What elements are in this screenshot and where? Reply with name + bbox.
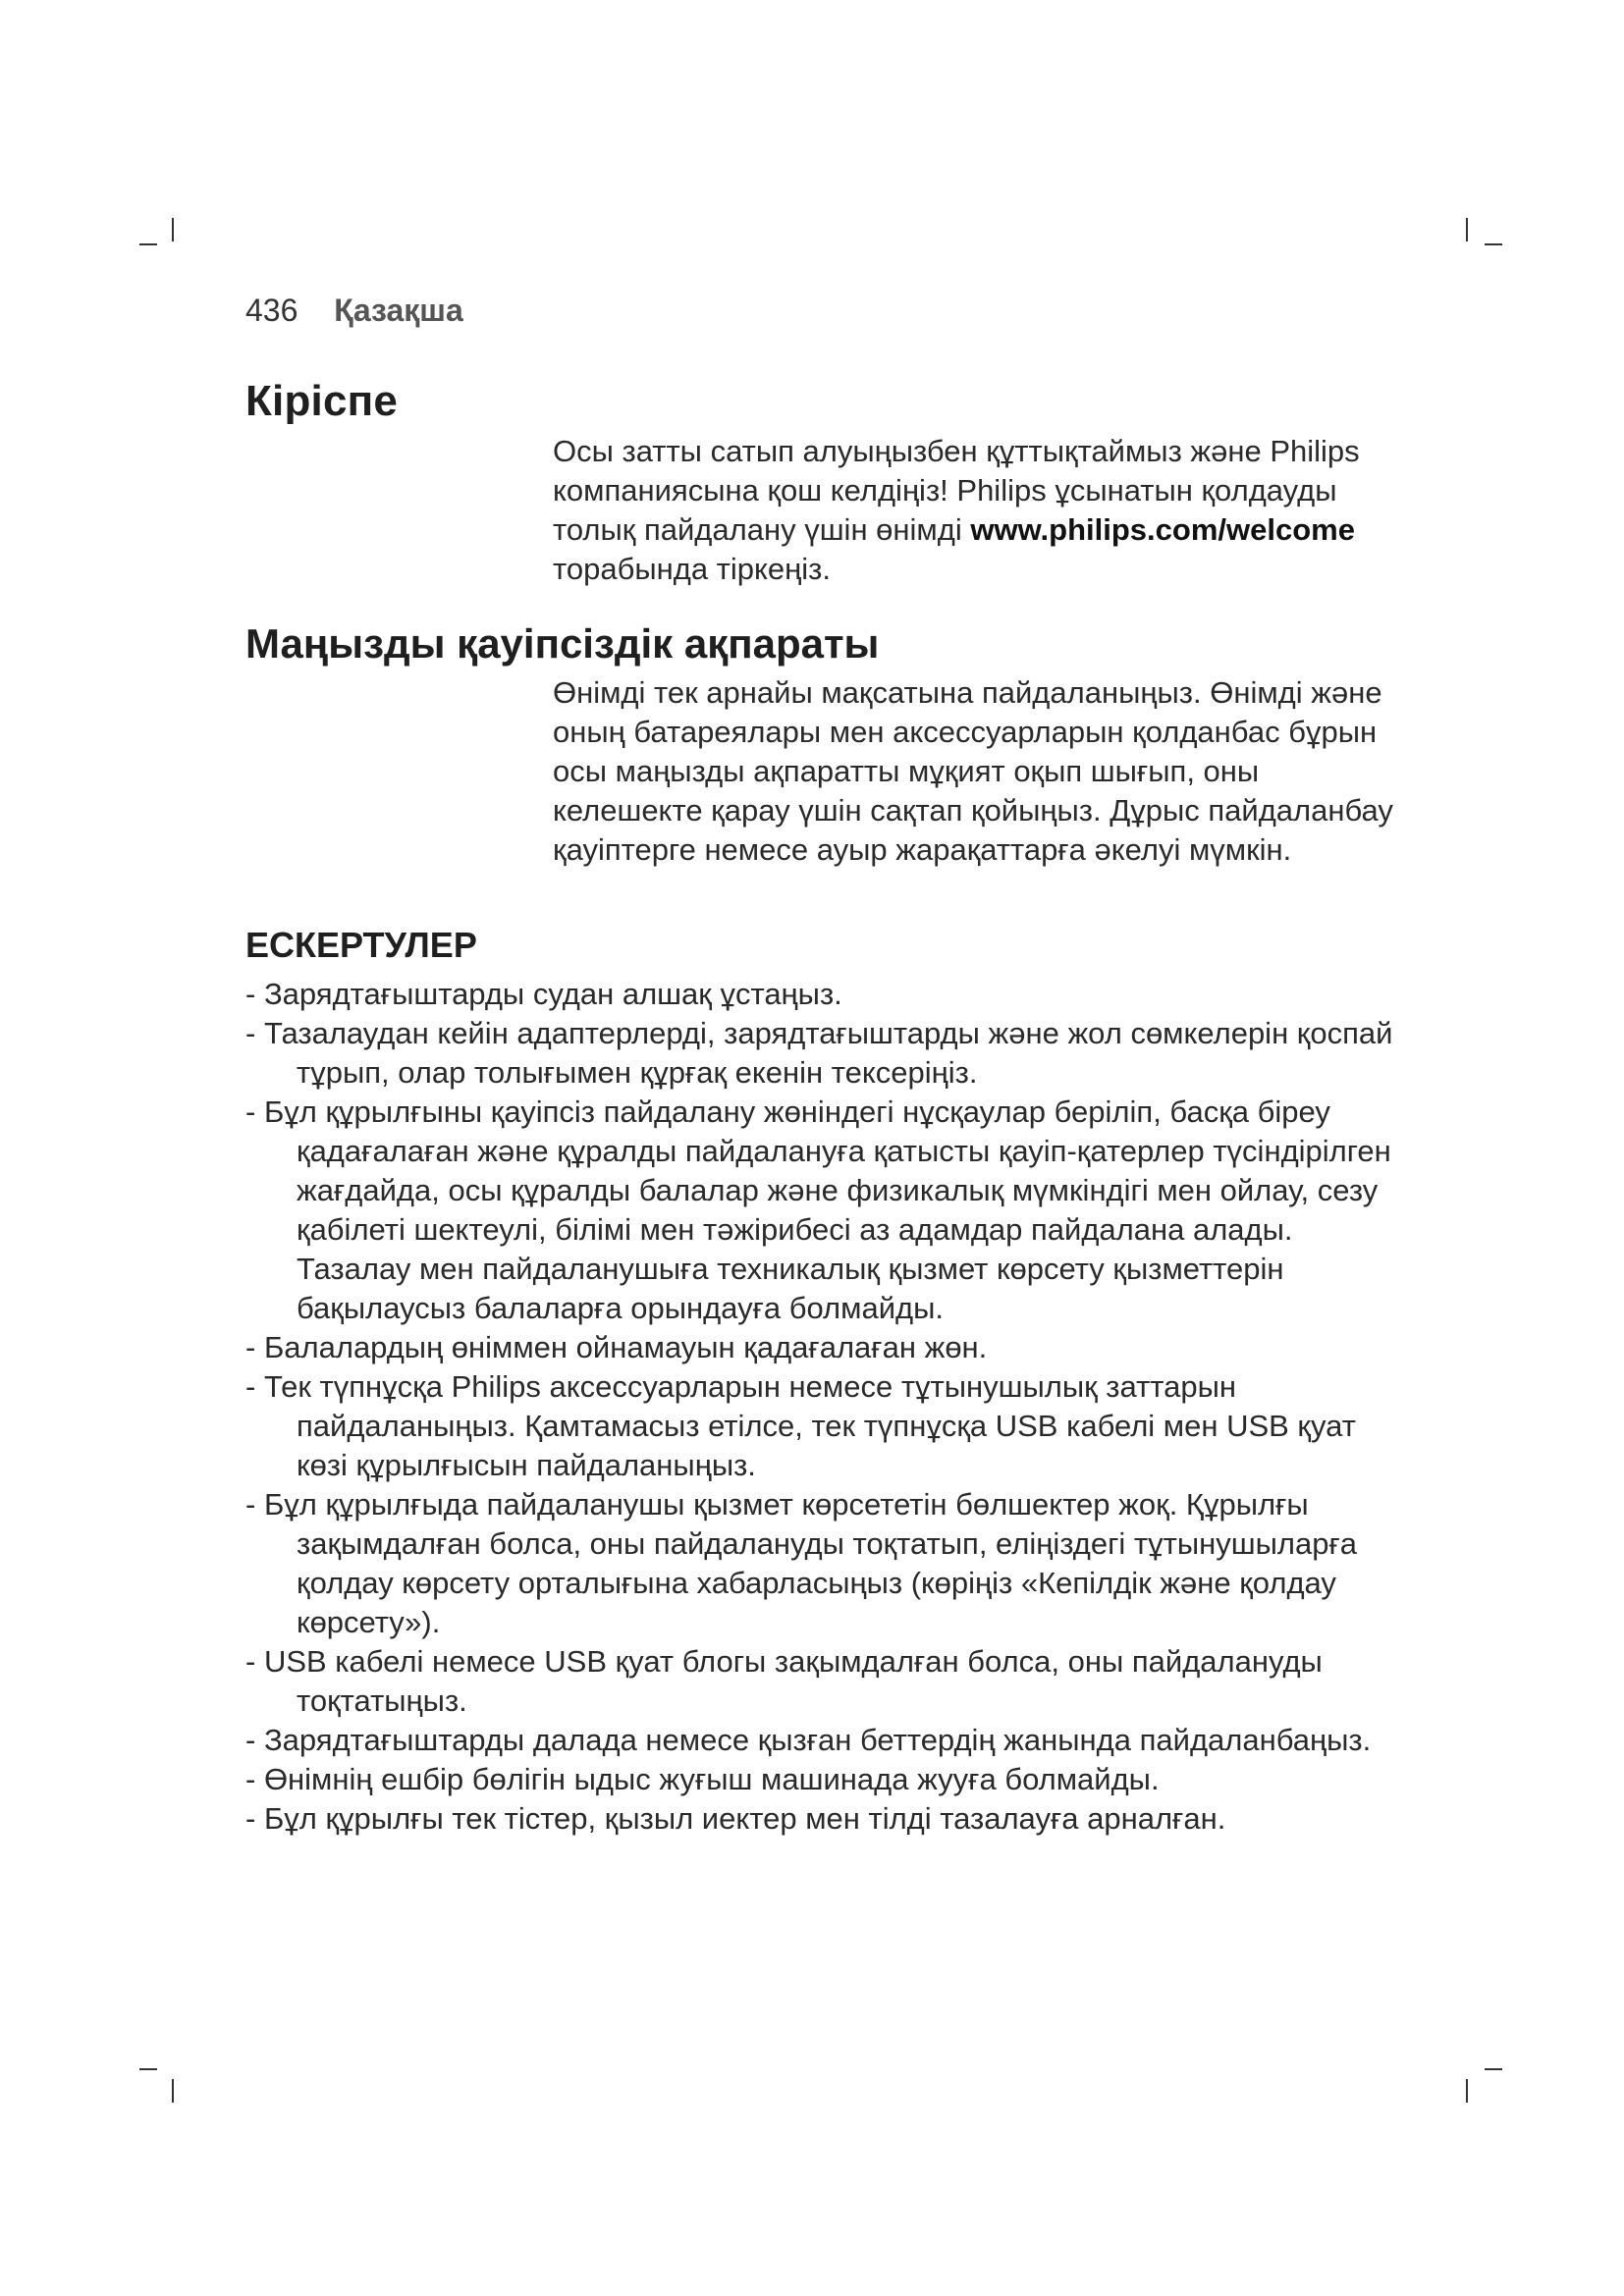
page-header <box>245 293 463 329</box>
crop-mark <box>1485 243 1502 245</box>
list-item: - Тазалаудан кейін адаптерлерді, зарядтағыштарды және жол сөмкелерін қоспай тұрып, олар толығымен құрғақ екенін тексеріңіз. <box>245 1014 1404 1093</box>
intro-paragraph <box>553 432 1397 589</box>
crop-mark <box>1485 2068 1502 2070</box>
crop-mark <box>139 2068 157 2070</box>
welcome-link[interactable]: www.philips.com/welcome <box>970 512 1355 547</box>
page-number: 436 <box>245 293 298 328</box>
crop-mark <box>172 2079 174 2103</box>
crop-mark <box>1466 2079 1468 2103</box>
list-item: - Өнімнің ешбір бөлігін ыдыс жуғыш машинада жууға болмайды. <box>245 1760 1404 1799</box>
crop-mark <box>1466 218 1468 241</box>
list-item: - Зарядтағыштарды судан алшақ ұстаңыз. <box>245 975 1404 1014</box>
list-item: - Зарядтағыштарды далада немесе қызған беттердің жанында пайдаланбаңыз. <box>245 1721 1404 1760</box>
intro-text: Осы затты сатып алуыңызбен құттықтаймыз және Philips компаниясына қош келдіңіз! Philips ұсынатын қолдауды толық пайдалану үшін өнімді <box>553 434 1360 547</box>
crop-mark <box>139 243 157 245</box>
section-language: Қазақша <box>334 293 463 328</box>
list-item: - Бұл құрылғыда пайдаланушы қызмет көрсететін бөлшектер жоқ. Құрылғы зақымдалған болса, оны пайдалануды тоқтатып, еліңіздегі тұтынушыларға қолдау көрсету орталығына хабарласыңыз (көріңіз «Кепілдік және қолдау көрсету»). <box>245 1485 1404 1642</box>
safety-heading: Маңызды қауіпсіздік ақпараты <box>245 620 880 667</box>
list-item: - Бұл құрылғы тек тістер, қызыл иектер мен тілді тазалауға арналған. <box>245 1799 1404 1839</box>
crop-mark <box>172 218 174 241</box>
intro-text-end: торабында тіркеңіз. <box>553 552 831 586</box>
list-item: - Бұл құрылғыны қауіпсіз пайдалану жөніндегі нұсқаулар беріліп, басқа біреу қадағалаған және құралды пайдалануға қатысты қауіп-қатерлер түсіндірілген жағдайда, осы құралды балалар және физикалық мүмкіндігі мен ойлау, сезу қабілеті шектеулі, білімі мен тәжірибесі аз адамдар пайдалана алады. Тазалау мен пайдаланушыға техникалық қызмет көрсету қызметтерін бақылаусыз балаларға орындауға болмайды. <box>245 1093 1404 1328</box>
warnings-heading: ЕСКЕРТУЛЕР <box>245 925 477 965</box>
list-item: - Балалардың өніммен ойнамауын қадағалаған жөн. <box>245 1328 1404 1367</box>
safety-paragraph: Өнімді тек арнайы мақсатына пайдаланыңыз. Өнімді және оның батареялары мен аксессуарларын қолданбас бұрын осы маңызды ақпаратты мұқият оқып шығып, оны келешекте қарау үшін сақтап қойыңыз. Дұрыс пайдаланбау қауіптерге немесе ауыр жарақаттарға әкелуі мүмкін. <box>553 675 1393 867</box>
list-item: - USB кабелі немесе USB қуат блогы зақымдалған болса, оны пайдалануды тоқтатыңыз. <box>245 1642 1404 1721</box>
list-item: - Тек түпнұсқа Philips аксессуарларын немесе тұтынушылық заттарын пайдаланыңыз. Қамтамасыз етілсе, тек түпнұсқа USB кабелі мен USB қуат көзі құрылғысын пайдаланыңыз. <box>245 1367 1404 1485</box>
warnings-list <box>245 975 1404 1839</box>
intro-heading: Кіріспе <box>245 377 399 425</box>
